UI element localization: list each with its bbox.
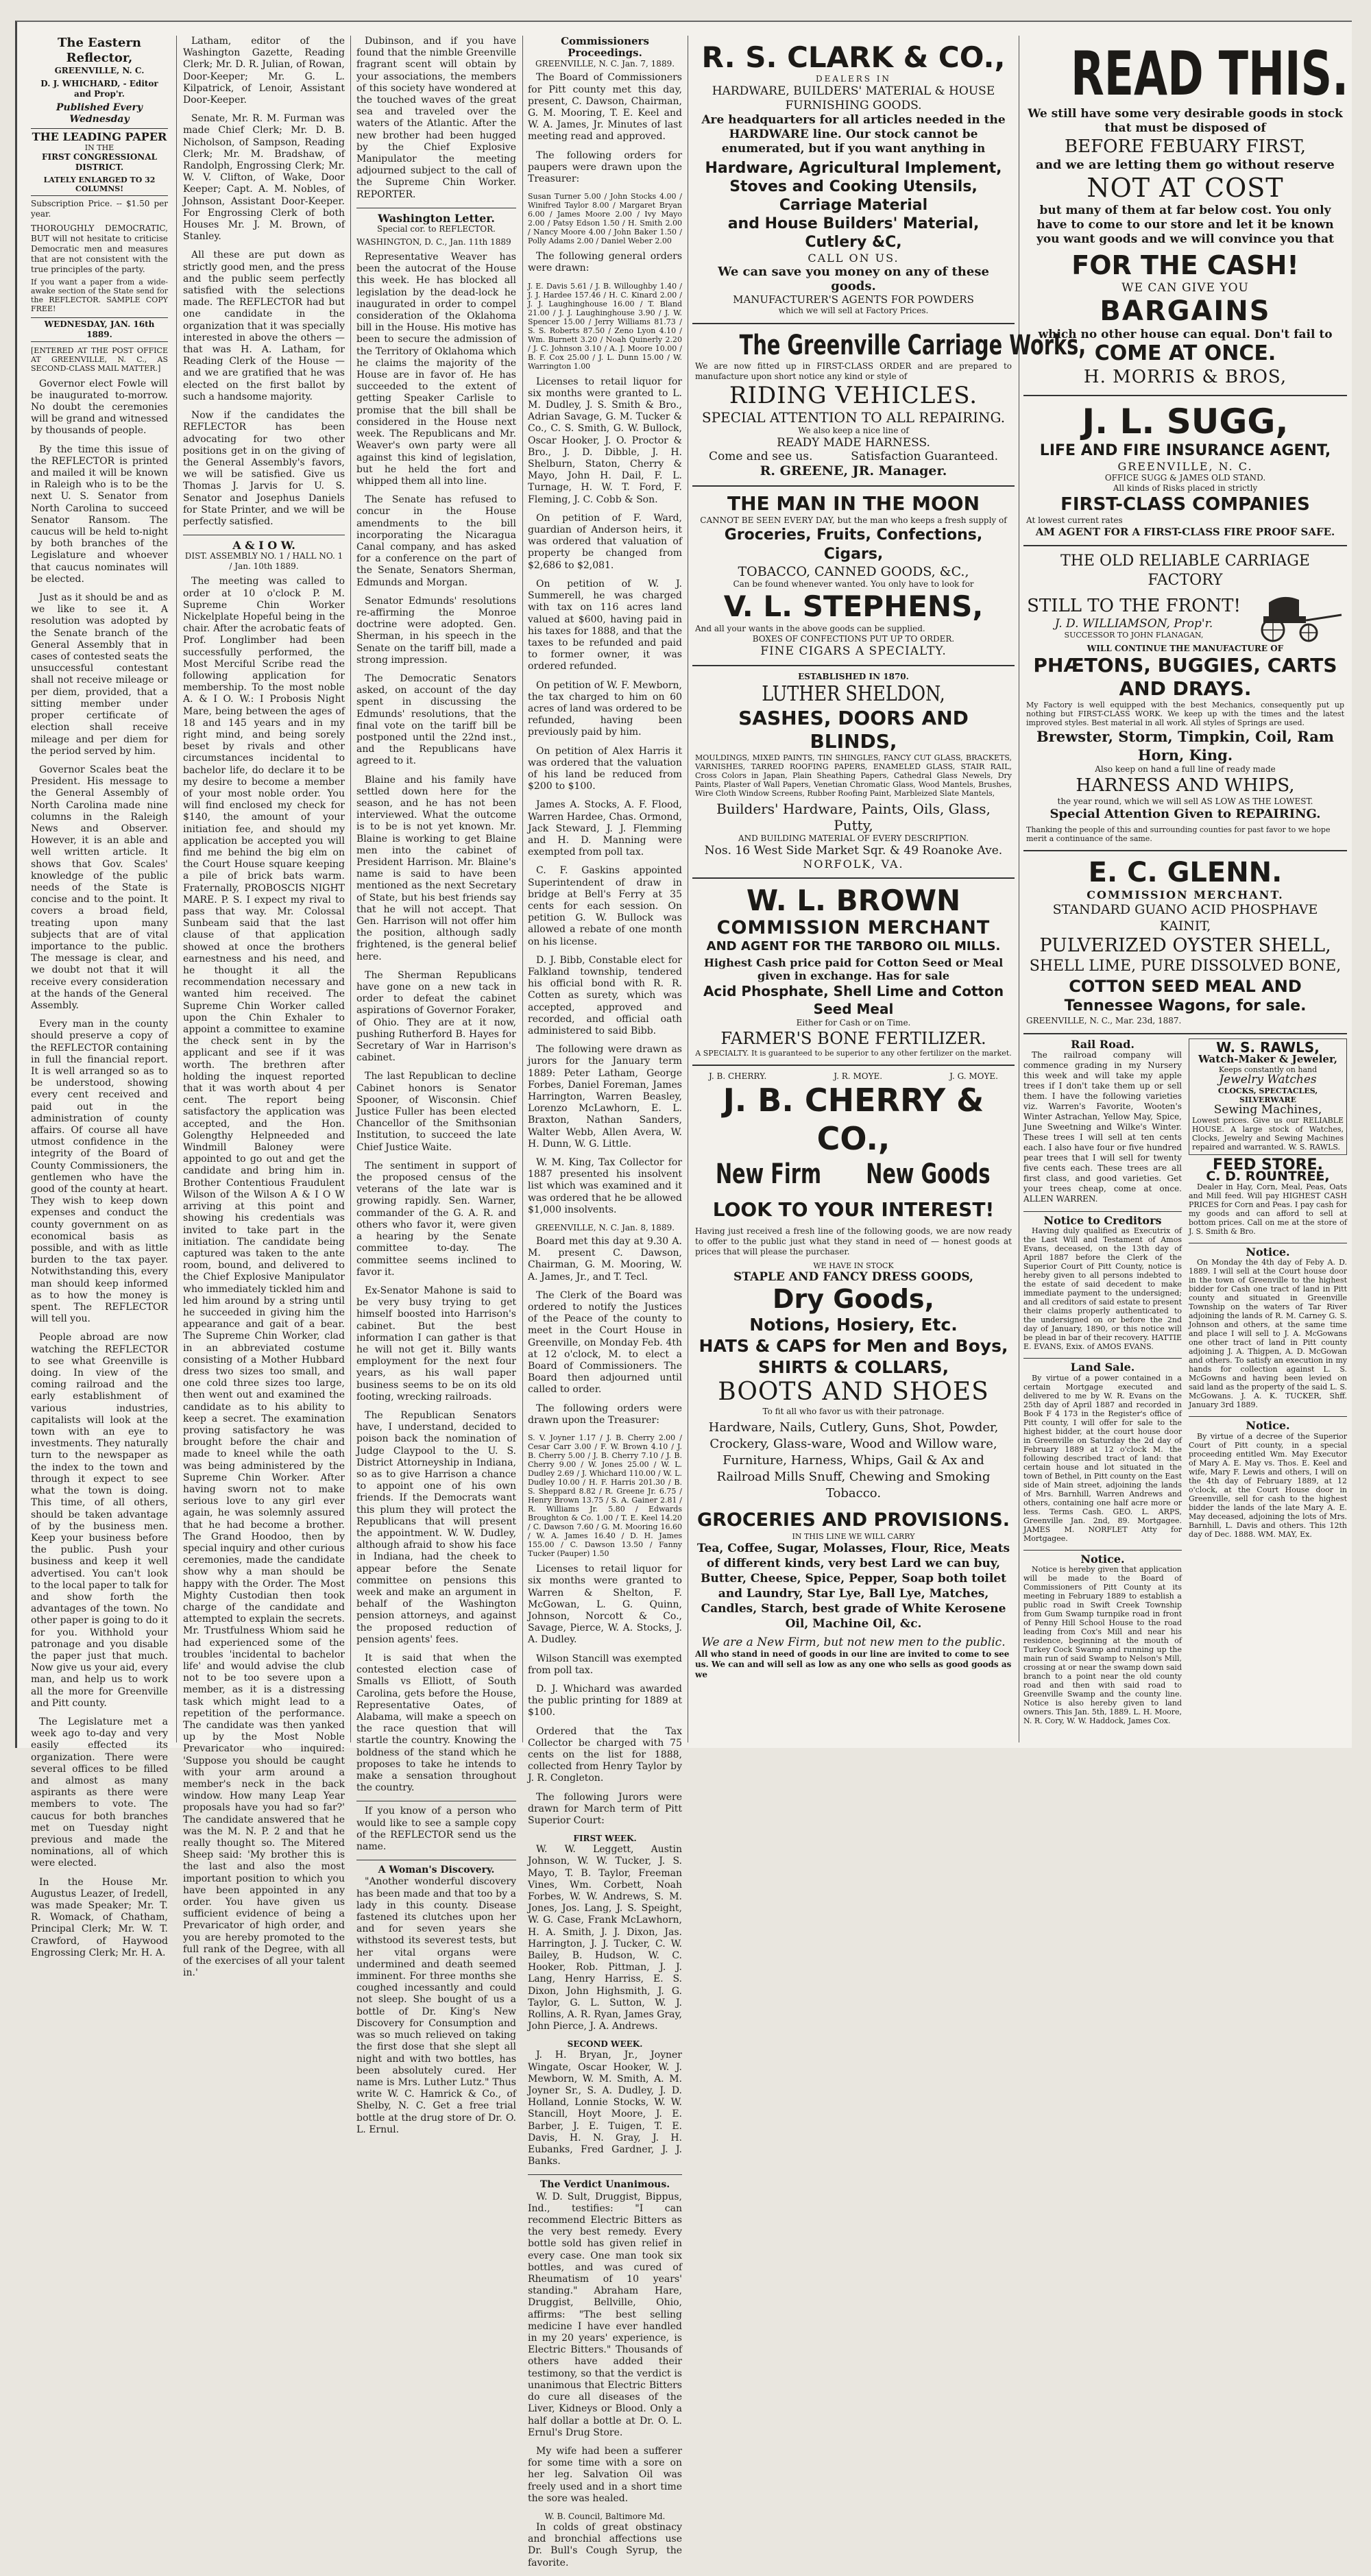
article-paragraph: The Republican Senators have, I understand, decided to poison back the nomination of Judge Claypool to the U. S. District Attorneyship in Indiana, so as to give Harrison a chance to appoint one of his own friends. If the Democrats want this plum they will protect the Republicans that will present the appointment. W. W. Dudley, although afraid to show his face in Indiana, had the cheek to appear before the Senate committee on pensions this week and make an argument in behalf of the Washington pension attorneys, and against the proposed reduction of pension agents' fees. [356,1409,516,1645]
carriage-line: We also keep a nice line of [798,426,909,435]
cherry-grocery-list: Tea, Coffee, Sugar, Molasses, Flour, Rice, Meats of different kinds, very best Lard we can buy, Butter, Cheese, Spice, Pepper, Soap both toilet and Laundry, Star Lye, Ball Lye, Matches, Candles, Starch, best grade of White Kerosene Oil, Machine Oil, &c. [696,1542,1010,1631]
entered-notice: [ENTERED AT THE POST OFFICE AT GREENVILLE, N. C., AS SECOND-CLASS MAIL MATTER.] [31,345,168,373]
article-paragraph: Wilson Stancill was exempted from poll tax. [528,1653,682,1676]
leading-paper-district: FIRST CONGRESSIONAL DISTRICT. [41,151,158,172]
column-rule [176,36,177,1742]
leading-paper-line: THE LEADING PAPER [32,130,167,144]
cherry-new-firm-line: We are a New Firm, but not new men to the public. [701,1636,1006,1649]
article-paragraph: The following were drawn as jurors for the January term 1889: Peter Latham, George Forbes, Daniel Foreman, James Harrington, Warren Beasley, Lorenzo McLawhorn, E. L. Braxton, Nathan Sanders, Walter Webb, Allen Avera, W. H. Dunn, W. G. Little. [528,1044,682,1150]
article-paragraph: The following general orders were drawn: [528,251,682,274]
moon-heading: THE MAN IN THE MOON [727,492,980,515]
factory-manufacture: WILL CONTINUE THE MANUFACTURE OF [1087,644,1284,653]
sheldon-name: LUTHER SHELDON, [762,682,945,706]
article-paragraph: It is said that when the contested election case of Smalls vs Elliott, of South Carolina, gets before the House, Representative Oates, of Alabama, will make a speech on the race question that will startle the country. Knowing the boldness of the stand which he proposes to take he intends to make a sensation throughout the country. [356,1653,516,1794]
moon-items: Groceries, Fruits, Confections, Cigars, [724,526,983,563]
sheldon-established: ESTABLISHED IN 1870. [798,672,909,681]
article-paragraph: Senate, Mr. R. M. Furman was made Chief Clerk; Mr. D. B. Nicholson, of Sampson, Reading Clerk; Mr. M. Bradshaw, of Randolph, Engrossing Clerk; Mr. W. V. Clifton, of Wake, Door Keeper; Capt. A. M. Nobles, of Johnson, Assistant Door-Keeper. For Engrossing Clerk of both Houses Mr. J. M. Brown, of Stanley. [183,113,345,243]
salve-signature: W. B. Council, Baltimore Md. [544,2511,666,2521]
article-paragraph: Dubinson, and if you have found that the nimble Greenville fragrant scent will obtain by your associations, the members of this society have wondered at the touched waves of the great sea and traveled over the waters of the Atlantic. After the new brother had been hugged by the Chief Explosive Manipulator the meeting adjourned subject to the call of the Supreme Chin Worker. REPORTER. [356,36,516,200]
article-paragraph: C. F. Gaskins appointed Superintendent of draw in bridge at Bell's Ferry at 35 cents for each session. On petition G. W. Bullock was allowed a rebate of one month on his license. [528,865,682,947]
factory-successor: SUCCESSOR TO JOHN FLANAGAN, [1064,630,1204,640]
factory-heading: THE OLD RELIABLE CARRIAGE FACTORY [1060,552,1310,589]
feed-store-name: C. D. ROUNTREE, [1206,1169,1330,1184]
washington-letter-sub: Special cor. to REFLECTOR. [377,224,496,234]
article-paragraph: The following orders were drawn upon the Treasurer: [528,1402,682,1426]
article-paragraph: In the House Mr. Augustus Leazer, of Iredell, was made Speaker; Mr. T. R. Womack, of Chatham, Principal Clerk; Mr. W. T. Crawford, of Haywood Engrossing Clerk; Mr. H. A. [31,1876,168,1958]
article-paragraph: The Sherman Republicans have gone on a new tack in order to defeat the cabinet aspirations of Governor Foraker, of Ohio. They are at it now, pushing Rutherford B. Hayes for Secretary of War in Harrison's cabinet. [356,969,516,1064]
ad-luther-sheldon [692,666,1015,879]
glenn-wagons: Tennessee Wagons, for sale. [1064,997,1307,1014]
ad-carriage-works [692,324,1087,487]
creditors-heading: Notice to Creditors [1023,1211,1182,1226]
subscription-price: Subscription Price. -- $1.50 per year. [31,198,168,219]
read-this-heading: READ THIS. [1070,38,1349,109]
moon-name: V. L. STEPHENS, [723,590,984,623]
glenn-shell: SHELL LIME, PURE DISSOLVED BONE, [1029,958,1342,975]
feed-store-heading: FEED STORE. [1213,1156,1323,1174]
article-paragraph: W. D. Sult, Druggist, Bippus, Ind., testifies: "I can recommend Electric Bitters as the very best remedy. Every bottle sold has given relief in every case. One man took six bottles, and was cured of Rheumatism of 10 years' standing." Abraham Hare, Druggist, Bellville, Ohio, affirms: "The best selling medicine I have ever handled in my 20 years' experience, is Electric Bitters." Thousands of others have added their testimony, so that the verdict is unanimous that Electric Bitters do cure all diseases of the Liver, Kidneys or Blood. Only a half dollar a bottle at Dr. O. L. Ernul's Drug Store. [528,2191,682,2438]
notice-body: By virtue of a decree of the Superior Court of Pitt county, in a special proceeding entitled Wm. May Executor of Mary A. E. May vs. Thos. E. Keel and wife, Mary F. Lewis and others, I will on the 4th day of February 1889, at 12 o'clock, at the Court House door in Greenville, sell for cash to the highest bidder the lands of the late Mary A. E. May deceased, adjoining the lots of Mrs. Barnhill, L. Davis and others. This 12th day of Dec. 1888. WM. MAY, Ex. [1189,1431,1347,1539]
democratic-statement: THOROUGHLY DEMOCRATIC, BUT will not hesitate to criticise Democratic men and measures that are not consistent with the true principles of the party. [31,223,168,274]
article-paragraph: The Legislature met a week ago to-day and very easily effected its organization. There were several offices to be filled and almost as many aspirants as there were members to vote. The caucus for both branches met on Tuesday night previous and made the nominations, all of which were elected. [31,1716,168,1869]
jurors-second-week: J. H. Bryan, Jr., Joyner Wingate, Oscar Hooker, W. J. Mewborn, W. M. Smith, A. M. Joyner Sr., S. A. Dudley, J. D. Holland, Lonnie Stocks, W. W. Stancill, Hoyt Moore, J. E. Barber, J. E. Tuigen, T. E. Davis, H. N. Gray, J. H. Eubanks, Fred Gardner, J. J. Banks. [528,2050,682,2167]
factory-brands: Brewster, Storm, Timpkin, Coil, Ram Horn, King. [1036,728,1335,764]
glenn-date: GREENVILLE, N. C., Mar. 23d, 1887. [1026,1016,1182,1025]
article-paragraph: The sentiment in support of the proposed census of the veterans of the late war is growing rapidly. Sen. Warner, commander of the G. A. R. and others who favor it, were given a hearing by the Senate committee to-day. The committee seems inclined to favor it. [356,1160,516,1278]
article-paragraph: The following orders for paupers were drawn upon the Treasurer: [528,149,682,185]
general-orders: J. E. Davis 5.61 / J. B. Willoughby 1.40 / J. J. Hardee 157.46 / H. C. Kinard 2.00 / J. J. Laughinghouse 16.00 / T. Bland 21.00 / J. J. Laughinghouse 3.90 / J. W. Spencer 15.00 / Jerry Williams 81.73 / S. S. Roberts 87.50 / Zeno Lyon 4.10 / Wm. Burnett 3.20 / Noah Quinerly 2.20 / J. C. Johnson 3.10 / A. J. Moore 10.00 / B. F. Cox 25.00 / J. L. Dunn 15.00 / W. Warrington 1.00 [528,281,682,371]
brown-either: Either for Cash or on Time. [796,1018,911,1028]
cherry-carry: IN THIS LINE WE WILL CARRY [792,1532,915,1541]
clark-name: R. S. CLARK & CO., [701,40,1006,74]
brown-agent: AND AGENT FOR THE TARBORO OIL MILLS. [706,939,1001,953]
enlarged-notice: LATELY ENLARGED TO 32 COLUMNS! [43,175,156,193]
notice-body: On Monday the 4th day of Feby A. D. 1889. I will sell at the Court house door in the town of Greenville to the highest bidder for Cash one tract of land in Pitt county and situated in Greenville Township on the waters of Tar River adjoining the lands of R. M. Carney G. S. Johnson and others, at the same time and place I will sell to J. A. McGowans one other tract of land in Pitt county adjoining J. A. Thigpen, A. D. McGowan and others. To satisfy an execution in my hands for collection against L. S. McGowns and having been levied on said land as the property of the said L. S. McGowans. J. A. K. TUCKER, Shff. January 3rd 1889. [1189,1258,1347,1410]
article-paragraph: The Democratic Senators asked, on account of the day spent in discussing the Edmunds' resolutions, that the final vote on the tariff bill be postponed until the 22nd inst., and the Republicans have agreed to it. [356,672,516,767]
read-cash: FOR THE CASH! [1071,250,1299,280]
rawls-jewelry: Jewelry Watches [1219,1073,1317,1087]
sheldon-building: AND BUILDING MATERIAL OF EVERY DESCRIPTION. [738,834,969,843]
cherry-intro: Having just received a fresh line of the following goods, we are now ready to offer to the public just what they stand in need of — honest goods at prices that will please the purchaser. [695,1226,1012,1256]
ad-sugg [1023,396,1347,546]
read-letting: and we are letting them go without reserve [1036,158,1335,172]
moon-sub: CANNOT BE SEEN EVERY DAY, but the man who keeps a fresh supply of [700,515,1007,525]
moon-cigars: FINE CIGARS A SPECIALTY. [760,644,947,658]
masthead-place: GREENVILLE, N. C. [54,66,145,75]
buggy-illustration-icon [1241,590,1344,644]
notices-right [1189,1038,1347,1732]
sheldon-heading: SASHES, DOORS AND BLINDS, [738,707,969,753]
ad-jb-cherry [692,1066,1015,1687]
article-paragraph: Governor elect Fowle will be inaugurated to-morrow. No doubt the ceremonies will be grand and witnessed by thousands of people. [31,378,168,437]
cherry-dry-goods: Dry Goods, [773,1284,934,1314]
cherry-partners [695,1071,1012,1081]
carriage-riding: RIDING VEHICLES. [729,382,978,409]
notice-heading: Notice. [1189,1416,1347,1431]
masthead-title: The Eastern Reflector, [57,36,142,65]
carriage-harness: READY MADE HARNESS. [777,436,930,450]
jurors-first-week: W. W. Leggett, Austin Johnson, W. W. Tucker, J. S. Mayo, T. B. Taylor, Freeman Vines, Wm. Corbett, Noah Forbes, W. W. Andrews, S. M. Jones, Jos. Lang, J. S. Speight, W. G. Case, Frank McLawhorn, H. A. Smith, J. J. Dixon, Jas. Harrington, J. J. Tucker, C. W. Bailey, B. Hudson, W. C. Hooker, Rob. Pittman, J. J. Lang, Henry Harriss, E. S. Dixon, John Highsmith, J. G. Taylor, G. L. Sutton, W. J. Rollins, A. R. Ryan, James Gray, John Pierce, J. A. Andrews. [528,1844,682,2032]
cherry-invite: All who stand in need of goods in our line are invited to come to see us. We can and will sell as low as any one who sells as good goods as we [695,1649,1012,1679]
article-paragraph: On petition of F. Ward, guardian of Anderson heirs, it was ordered that valuation of property be changed from $2,686 to $2,081. [528,512,682,571]
cherry-groceries: GROCERIES AND PROVISIONS. [696,1509,1010,1531]
glenn-title: COMMISSION MERCHANT. [1087,888,1284,901]
sample-request: If you know of a person who would like to see a sample copy of the REFLECTOR send us the name. [356,1801,516,1853]
article-paragraph: Blaine and his family have settled down here for the season, and he has not been interviewed. What the outcome is to be is not yet known. Mr. Blaine is working to get Blaine men into the cabinet of President Harrison. Mr. Blaine's name is said to have been mentioned as the next Secretary of State, but his best friends say that he will not accept. That Gen. Harrison will not offer him the position, although sadly frightened, is the general belief here. [356,774,516,962]
factory-shop: My Factory is well equipped with the best Mechanics, consequently put up nothing but FIRST-CLASS WORK. We keep up with the times and the latest improved styles. Best material in all work. All styles of Springs are used. [1026,701,1344,727]
sheldon-city: NORFOLK, VA. [803,858,904,871]
article-paragraph: Just as it should be and as we like to see it. A resolution was adopted by the Senate branch of the General Assembly that in cases of contested seats the unsuccessful contestant shall not receive mileage or per diem, provided, that a sitting member under proper certificate of election shall receive mileage and per diem for the period served by him. [31,592,168,757]
col6-notices [1023,1038,1347,1732]
ad-read-this [1023,36,1347,396]
glenn-pulverized: PULVERIZED OYSTER SHELL, [1039,935,1331,956]
masthead-editor: D. J. WHICHARD, - Editor and Prop'r. [40,79,158,99]
article-paragraph: Licenses to retail liquor for six months were granted to L. M. Dudley, J. S. Smith & Bro., Adrian Savage, G. M. Tucker & Co., C. S. Smith, G. W. Bullock, Oscar Hooker, J. O. Proctor & Bro., J. D. Dibble, J. H. Shelburn, Staton, Cherry & Mayo, John H. Dail, F. L. Turnage, H. W. T. Ford, F. Fleming, J. C. Cobb & Son. [528,376,682,505]
article-paragraph: "Another wonderful discovery has been made and that too by a lady in this county. Disease fastened its clutches upon her and for seven years she withstood its severest tests, but her vital organs were undermined and death seemed imminent. For three months she coughed incessantly and could not sleep. She bought of us a bottle of Dr. King's New Discovery for Consumption and was so much relieved on taking the first dose that she slept all night and with two bottles, has been absolutely cured. Her name is Mrs. Luther Lutz." Thus write W. C. Hamrick & Co., of Shelby, N. C. Get a free trial bottle at the drug store of Dr. O. L. Ernul. [356,1876,516,2135]
lodge-heading: A & I O W. [183,535,345,551]
brown-specialty: A SPECIALTY. It is guaranteed to be superior to any other fertilizer on the market. [695,1049,1012,1058]
ad-carriage-factory [1023,546,1347,851]
feed-store-body: Dealer in Hay, Corn, Meal, Peas, Oats and Mill feed. Will pay HIGHEST CASH PRICES for Corn and Peas. I pay cash for my goods and can afford to sell at bottom prices. Call on me at the store of J. S. Smith & Bro. [1189,1182,1347,1237]
rail-road-body: The railroad company will commence grading in my Nursery this week and will take my apple trees if I don't take them up or sell them. I have the following varieties viz. Warren's Favorite, Wooten's Winter Astrachan, Yellow May, Spice, June Sweetning and Wilke's Winter. These trees I will sell at ten cents each. I also have four or five hundred pear trees that I will sell for twenty five cents each. These trees are all first class, and good varieties. Get your trees cheap, come at once. ALLEN WARREN. [1023,1050,1182,1204]
carriage-intro: We are now fitted up in FIRST-CLASS ORDER and are prepared to manufacture upon short notice any kind or style of [695,361,1012,381]
factory-phaetons: PHÆTONS, BUGGIES, CARTS AND DRAYS. [1033,654,1337,700]
carriage-satisfaction: Satisfaction Guaranteed. [851,450,998,463]
sample-copy-notice: If you want a paper from a wide-awake section of the State send for the REFLECTOR. SAMPLE COPY FREE! [31,277,168,313]
article-paragraph: All these are put down as strictly good men, and the press and the public seem perfectly satisfied with the selections made. The REFLECTOR had but one candidate in the organization that it was specially interested in above the others — that was H. A. Latham, for Reading Clerk of the House — and we are gratified that he was elected on the first ballot by such a handsome majority. [183,250,345,402]
ad-wl-brown [692,879,1015,1066]
ad-clark [692,36,1015,324]
cherry-new-firm: New Firm [715,1158,821,1190]
notice-body: Notice is hereby given that application will be made to the Board of Commissioners of Pitt County at its meeting in February 1889 to establish a public road in Swift Creek Township from Gum Swamp turnpike road in front of Penny Hill School House to the road leading from Cox's Mill and near his residence, beginning at the mouth of Turkey Cock Swamp and running up the main run of said Swamp to Nelson's Mill, crossing at or near the swamp down said branch to a point near the old county road and then with said road to Greenville Swamp and the county line. Notice is also hereby given to land owners. This Jan. 5th, 1889. L. H. Moore, N. R. Cory, W. W. Haddock, James Cox. [1023,1564,1182,1725]
sugg-agent: AM AGENT FOR A FIRST-CLASS FIRE PROOF SAFE. [1035,526,1335,538]
clark-line1: HARDWARE, BUILDERS' MATERIAL & HOUSE FURNISHING GOODS. [712,84,995,112]
sugg-office: OFFICE SUGG & JAMES OLD STAND. [1104,473,1266,483]
cherry-boots: BOOTS AND SHOES [718,1378,989,1406]
sugg-name: J. L. SUGG, [1082,402,1289,441]
clark-save: We can save you money on any of these goods. [718,265,989,293]
article-paragraph: On petition of W. J. Summerell, he was charged with tax on 116 acres land valued at $600, having paid in his taxes for 1888, and that the taxes to be refunded and paid to former owner, it was ordered refunded. [528,578,682,672]
article-paragraph: Governor Scales beat the President. His message to the General Assembly of North Carolina made nine columns in the Raleigh News and Observer. However, it is an able and well written article. It shows that Gov. Scales' knowledge of the public needs of the State is concise and to the point. It covers a broad field, treating upon many subjects that are of vital importance to the public. The message is clear, and we doubt not that it will receive every consideration at the hands of the General Assembly. [31,764,168,1011]
rawls-keeps: Keeps constantly on hand [1218,1065,1318,1075]
rawls-clocks: CLOCKS, SPECTACLES, SILVERWARE [1217,1086,1318,1104]
washington-letter-date: WASHINGTON, D. C., Jan. 11th 1889 [356,237,511,247]
article-paragraph: The Board of Commissioners for Pitt county met this day, present, C. Dawson, Chairman, G. M. Mooring, T. E. Keel and W. A. James, Jr. Minutes of last meeting read and approved. [528,72,682,143]
brown-farmer: FARMER'S BONE FERTILIZER. [720,1029,986,1048]
cherry-fit: To fit all who favor us with their patronage. [762,1407,945,1416]
moon-items-2: TOBACCO, CANNED GOODS, &C., [738,564,969,579]
article-paragraph: Board met this day at 9.30 A. M. present C. Dawson, Chairman, G. M. Mooring, W. A. James, Jr., and T. Tecl. [528,1236,682,1283]
cherry-new-goods: New Goods [866,1158,991,1190]
column-3 [356,36,516,2143]
sugg-kinds: All kinds of Risks placed in strictly [1113,483,1258,493]
ad-man-in-the-moon [692,487,1015,666]
first-week-heading: FIRST WEEK. [573,1834,637,1844]
publication-frequency: Published Every Wednesday [56,102,143,125]
column-4 [528,36,682,2576]
commissioners-date-2: GREENVILLE, N. C. Jan. 8, 1889. [535,1223,675,1233]
ad-glenn [1023,851,1347,1034]
rawls-title: Watch-Maker & Jeweler, [1198,1053,1337,1066]
factory-thanks: Thanking the people of this and surrounding counties for past favor to we hope merit a continuance of the same. [1026,825,1331,843]
rawls-body: Lowest prices. Give us our RELIABLE HOUSE. A large stock of Watches, Clocks, Jewelry and Sewing Machines repaired and warranted. W. S. RAWLS. [1192,1115,1344,1152]
commissioners-date: GREENVILLE, N. C. Jan. 7, 1889. [535,59,675,69]
article-paragraph: On petition of W. F. Mewborn, the tax charged to him on 60 acres of land was ordered to be refunded, having been previously paid by him. [528,679,682,738]
brown-name: W. L. BROWN [746,884,961,917]
moon-supplied: And all your wants in the above goods can be supplied. [695,624,925,633]
clark-call: CALL ON US. [808,252,899,265]
glenn-standard: STANDARD GUANO ACID PHOSPHAVE KAINIT, [1052,902,1318,934]
cherry-partner: J. R. MOYE. [834,1071,883,1081]
factory-proprietor: J. D. WILLIAMSON, Prop'r. [1054,616,1213,631]
read-not-at-cost: NOT AT COST [1087,173,1284,203]
column-rule [522,36,523,1742]
read-bargains: BARGAINS [1100,295,1271,327]
article-paragraph: Representative Weaver has been the autocrat of the House this week. He has blocked all legislation by the dead-lock he inaugurated in order to compel consideration of the Oklahoma bill in the House. His motive has been to secure the admission of the Territory of Oklahoma which he claims the majority of the House are in favor of. He has succeeded to the extent of getting Speaker Carlisle to promise that the bill shall be considered in the House next week. The Republicans and Mr. Weaver's own party were all against this kind of legislation, but he held the fort and whipped them all into line. [356,252,516,487]
article-paragraph: D. J. Bibb, Constable elect for Falkland township, tendered his official bond with R. R. Cotten as surety, which was accepted, approved and recorded, and official oath administered to said Bibb. [528,954,682,1036]
factory-still: STILL TO THE FRONT! [1027,595,1241,616]
factory-repair: Special Attention Given to REPAIRING. [1050,807,1321,821]
land-sale-body: By virtue of a power contained in a certain Mortgage executed and delivered to me by W. R. Evans on the 25th day of April 1887 and recorded in Book F 4 173 in the Register's office of Pitt county, I will offer for sale to the highest bidder, at the court house door in Greenville on Saturday the 2d day of February 1889 at 12 o'clock M. the following described tract of land: that certain house and lot situated in the town of Bethel, in Pitt county on the East side of Main street, adjoining the lands of Mrs. Barnhill, Warren Andrews and others, containing one half acre more or less. Terms Cash. GEO. L. ARPS, Greenville Jan. 2nd, 89. Mortgagee. JAMES M. NORFLET Atty for Mortgagee. [1023,1373,1182,1543]
glenn-name: E. C. GLENN. [1088,857,1283,888]
notice-heading: Notice. [1189,1243,1347,1258]
clark-line3: Hardware, Agricultural Implement, Stoves and Cooking Utensils, Carriage Material [705,160,1002,214]
clark-line4: and House Builders' Material, Cutlery &C, [727,215,980,251]
sheldon-address: Nos. 16 West Side Market Sqr. & 49 Roanoke Ave. [704,844,1003,858]
cherry-partner: J. G. MOYE. [949,1071,998,1081]
read-give: WE CAN GIVE YOU [1121,281,1249,295]
cherry-stock: WE HAVE IN STOCK [813,1261,894,1270]
cherry-staple: STAPLE AND FANCY DRESS GOODS, [733,1270,973,1284]
notice-heading: Notice. [1023,1550,1182,1565]
rail-road-heading: Rail Road. [1071,1038,1135,1051]
sheldon-builders: Builders' Hardware, Paints, Oils, Glass, Putty, [716,801,991,834]
carriage-repair: SPECIAL ATTENTION TO ALL REPAIRING. [701,409,1006,426]
clark-line2: Are headquarters for all articles needed in the HARDWARE line. Our stock cannot be enumerated, but if you want anything in [701,113,1006,156]
sheldon-list: MOULDINGS, MIXED PAINTS, TIN SHINGLES, FANCY CUT GLASS, BRACKETS, VARNISHES, TARRED ROOFING PAPERS, ENAMELED GLASS, STAIR RAIL, Cross Colors in Japan, Plain Sheathing Papers, Cathedral Glass Newels, Dry Paints, Plaster of Wall Papers, Venetian Chromatic Glass, Wood Mantels, Brushes, Wire Cloth Window Screens, Rubber Roofing Paint, Marbleized Slate Mantels, [695,753,1012,798]
article-paragraph: Licenses to retail liquor for six months were granted to Warren & Shelton, F. McGowan, L. G. Quinn, Johnson, Norcott & Co., Savage, Pierce, W. A. Stocks, J. A. Dudley. [528,1564,682,1646]
article-paragraph: James A. Stocks, A. F. Flood, Warren Hardee, Chas. Ormond, Jack Steward, J. J. Flemming and H. D. Manning were exempted from poll tax. [528,799,682,858]
article-paragraph: Latham, editor of the Washington Gazette, Reading Clerk; Mr. D. R. Julian, of Rowan, Door-Keeper; Mr. G. L. Kilpatrick, of Lenoir, Assistant Door-Keeper. [183,36,345,106]
read-intro: We still have some very desirable goods in stock that must be disposed of [1028,107,1343,135]
rawls-name: W. S. RAWLS, [1216,1039,1320,1056]
rawls-sewing: Sewing Machines, [1213,1102,1322,1117]
washington-letter-heading: Washington Letter. [356,208,516,224]
article-paragraph: Ordered that the Tax Collector be charged with 75 cents on the list for 1888, collected from Henry Taylor by J. R. Congleton. [528,1725,682,1784]
leading-paper-in: IN THE [84,143,114,152]
moon-boxes: BOXES OF CONFECTIONS PUT UP TO ORDER. [752,634,955,644]
woman-discovery-heading: A Woman's Discovery. [356,1860,516,1876]
article-paragraph: My wife had been a sufferer for some time with a sore on her leg. Salvation Oil was freely used and in a short time the sore was healed. [528,2445,682,2504]
article-paragraph: D. J. Whichard was awarded the public printing for 1889 at $100. [528,1683,682,1718]
factory-year: the year round, which we will sell AS LOW AS THE LOWEST. [1057,797,1313,806]
column-1 [31,36,168,1966]
column-rule [350,36,351,1742]
read-before: BEFORE FEBUARY FIRST, [1065,136,1306,157]
sugg-title: LIFE AND FIRE INSURANCE AGENT, [1039,442,1331,459]
lodge-subheading: DIST. ASSEMBLY NO. 1 / HALL NO. 1 / Jan. 10th 1889. [184,551,343,572]
read-no-house: which no other house can equal. Don't fail to [1038,328,1333,341]
article-paragraph: On petition of Alex Harris it was ordered that the valuation of his land be reduced from $200 to $100. [528,745,682,792]
read-morris: H. MORRIS & BROS, [1083,367,1287,387]
column-6-ads [1023,36,1347,1732]
newspaper-page [15,21,1352,2568]
article-paragraph: Every man in the county should preserve a copy of the REFLECTOR containing in full the financial report. It is well arranged so as to be understood, showing every cent received and paid out in the administration of county affairs. Of course all have utmost confidence in the integrity of the Board of County Commissioners, the gentlemen who have the good of the county at heart. They wish to keep down expenses and conduct the county government on as economical basis as possible, and with as little burden to the tax payer. Notwithstanding this, every man should keep informed as to how the money is spent. The REFLECTOR will tell you. [31,1019,168,1325]
cherry-hats: HATS & CAPS for Men and Boys, [699,1336,1008,1356]
article-paragraph: Now if the candidates the REFLECTOR has been advocating for two other positions get in on the giving of the General Assembly's favors, we will be satisfied. Give us Thomas J. Jarvis for U. S. Senator and Josephus Daniels for State Printer, and we will be perfectly satisfied. [183,410,345,527]
cherry-partner: J. B. CHERRY. [709,1071,767,1081]
cherry-hardware: Hardware, Nails, Cutlery, Guns, Shot, Powder, Crockery, Glass-ware, Wood and Willow ware, Furniture, Harness, Whips, Gail & Ax and Railroad Mills Snuff, Chewing and Smoking Tobacco. [708,1420,999,1500]
factory-also: Also keep on hand a full line of ready made [1095,764,1276,774]
clark-dealers: DEALERS IN [815,74,892,84]
brown-title: COMMISSION MERCHANT [716,917,991,938]
article-paragraph: The Clerk of the Board was ordered to notify the Justices of the Peace of the county to meet in the Court House in Greenville, on Monday Feb. 4th at 12 o'clock, M. to elect a Board of Commissioners. The Board then adjourned until called to order. [528,1289,682,1396]
article-paragraph: W. M. King, Tax Collector for 1887 presented his insolvent list which was examined and it was ordered that he be allowed $1,000 insolvents. [528,1157,682,1215]
commissioners-heading: Commissioners Proceedings. [561,35,649,60]
clark-agents: MANUFACTURER'S AGENTS FOR POWDERS [733,293,974,306]
cherry-notions: Notions, Hosiery, Etc. [749,1315,958,1335]
clark-factory: which we will sell at Factory Prices. [778,306,929,315]
treasurer-orders: S. V. Joyner 1.17 / J. B. Cherry 2.00 / Cesar Carr 3.00 / F. W. Brown 4.10 / J. B. Cherry 5.00 / J. B. Cherry 7.10 / J. B. Cherry 9.00 / W. Jones 25.00 / W. L. Dudley 2.69 / J. Whichard 110.00 / W. L. Dudley 10.00 / H. F. Harris 201.30 / B. S. Sheppard 8.82 / R. Greene Jr. 6.75 / Henry Brown 13.75 / S. A. Gainer 2.81 / R. Williams Jr. 5.80 / Edwards Broughton & Co. 1.00 / T. E. Keel 14.20 / C. Dawson 7.60 / G. M. Mooring 16.60 / W. A. James 16.40 / D. H. James 155.00 / C. Dawson 13.50 / Fanny Tucker (Pauper) 1.50 [528,1433,682,1559]
article-paragraph: The last Republican to decline Cabinet honors is Senator Spooner, of Wisconsin. Chief Justice Fuller has been elected Chancellor of the Smithsonian Institution, to succeed the late Chief Justice Waite. [356,1071,516,1153]
carriage-come: Come and see us. [709,450,813,463]
creditors-body: Having duly qualified as Executrix of the Last Will and Testament of Amos Evans, deceased, on the 13th day of April 1887 before the Clerk of the Superior Court of Pitt County, notice is hereby given to all persons indebted to the estate of said decedent to make immediate payment to the undersigned; and all creditors of said estate to present their claims properly authenticated to the undersigned on or before the 2nd day of January, 1890, or this notice will be plead in bar of their recovery. HATTIE E. EVANS, Exix. of AMOS EVANS. [1023,1226,1182,1352]
carriage-name: The Greenville Carriage Works, [739,330,1087,361]
lodge-report: The meeting was called to order at 10 o'clock P. M. Supreme Chin Worker Nickelplate Hopeful being in the chair. After the acrobatic feats of Prof. Longlimber had been successfully performed, the Most Merciful Scribe read the following application for membership. To the most noble A. & I O. W.: I Probosis Night Mare, being between the ages of 18 and 145 years and in my right mind, and being sorely beset by rivals and other circumstances incidental to bachelor life, do declare it to be my desire to become a member of your most noble order. You will find enclosed my check for $140, the amount of your initiation fee, and should my application be accepted you will find me behind the big elm on the Court House square keeping a pile of brick bats warm. Fraternally, PROBOSCIS NIGHT MARE. P. S. I expect my rival to pass that way. Mr. Colossal Sunbeam said that the last clause of that application showed at once the brothers earnestness and his need, and he thought it all the recommendation necessary and wanted him received. The Supreme Chin Worker called upon the Chin Exhaler to appoint a committee to examine the check sent in by the applicant and see if it was worth. The brethren after holding the inquest reported that it was worth about 4 per cent. The report being satisfactory the application was accepted, and the Hon. Golengthy Helpneeded and Windmill Baloney were appointed to go out and get the candidate and bring him in. Brother Contentious Fraudulent Wilson of the Wilson A & I O W arriving at this point and showing his credentials was invited to take part in the initiation. The candidate being captured was taken to the ante room, bound, and delivered to the Chief Explosive Manipulator who immediately tickled him and led him around by a string until he succeeded in giving him the appearance and gait of a bear. The Supreme Chin Worker, clad in an abbreviated costume consisting of a Mother Hubbard dress two sizes too small, and one cold three sizes too large, then went out and examined the candidate as to his ability to keep a secret. The examination proving satisfactory he was brought before the chair and made to kneel while the oath was being administered by the Supreme Chin Worker. After having sworn not to make serious love to any girl ever again, he was solemnly assured that he had become a brother. The Grand Hoodoo, then by special inquiry and other curious ceremonies, made the candidate show why a man should be happy with the Order. The Most Mighty Custodian then took charge of the candidate and attempted to explain the secrets. Mr. Trustfulness Whiom said he had experienced some of the troubles 'incidental to bachelor life' and would advise the club not to be too severe upon a member, as it is a distressing task which might lead to a repetition of the performance. The candidate was then yanked up by the Most Noble Prevaricator who inquired: 'Suppose you should be caught with your arm around a member's neck in the back window. How many Leap Year proposals have you had so far?' The candidate answered that he was the M. N. P. 2 and that he really thought so. The Mitered Sheep said: 'My brother this is the last and also the most important position to which you have been appointed in any order. You have given us sufficient evidence of being a Prevaricator of high order, and you are hereby promoted to the full rank of the Degree, with all of the exercises of all your talent in.' [183,576,345,1979]
cherry-name: J. B. CHERRY & CO., [723,1082,984,1157]
sugg-lowest: At lowest current rates [1026,515,1123,525]
carriage-manager: R. GREENE, JR. Manager. [760,463,947,478]
article-paragraph: By the time this issue of the REFLECTOR is printed and mailed it will be known in Raleigh who is to be the next U. S. Senator from North Carolina to succeed Senator Ransom. The caucus will be held to-night by both branches of the Legislature and whoever that caucus nominates will be elected. [31,443,168,585]
brown-acid: Acid Phosphate, Shell Lime and Cotton Seed Meal [703,983,1004,1017]
read-come-at-once: COME AT ONCE. [1094,341,1276,365]
article-paragraph: People abroad are now watching the REFLECTOR to see what Greenville is doing. In view of the coming railroad and the early establishment of various industries, capitalists will look at the town with an eye to investments. They naturally turn to the newspaper as the index to the town and through it expect to see what the town is doing. This time, of all others, should be taken advantage of by the business men. Keep your business before the public. Push your business and keep it well advertised. You can't look to the local paper to talk for and show forth the advantages of the town. No other paper is going to do it for you. Withhold your patronage and you disable the paper just that much. Now give us your aid, every man, and help us to work all the more for Greenville and Pitt county. [31,1332,168,1709]
verdict-heading: The Verdict Unanimous. [528,2174,682,2191]
article-paragraph: Senator Edmunds' resolutions re-affirming the Monroe doctrine were adopted. Gen. Sherman, in his speech in the Senate on the tariff bill, made a strong impression. [356,595,516,666]
moon-found: Can be found whenever wanted. You only have to look for [733,579,974,589]
cherry-shirts: SHIRTS & COLLARS, [757,1357,949,1377]
column-2 [183,36,345,1986]
sugg-place: GREENVILLE, N. C. [1117,460,1253,473]
glenn-cotton: COTTON SEED MEAL AND [1069,977,1302,996]
article-paragraph: The Senate has refused to concur in the House amendments to the bill incorporating the Nicaragua Canal company, and has asked for a conference on the part of the Senate, Senators Sherman, Edmunds and Morgan. [356,494,516,588]
article-paragraph: In colds of great obstinacy and bronchial affections use Dr. Bull's Cough Syrup, the favorite. [528,2521,682,2568]
sugg-first-class: FIRST-CLASS COMPANIES [1060,494,1310,515]
cherry-look: LOOK TO YOUR INTEREST! [712,1198,995,1221]
factory-harness: HARNESS AND WHIPS, [1076,775,1295,796]
pauper-orders: Susan Turner 5.00 / John Stocks 4.00 / Winifred Taylor 8.00 / Margaret Bryan 6.00 / James Moore 2.00 / Ivy Mayo 2.00 / Patsy Edson 1.50 / H. Smith 2.00 / Nancy Moore 4.00 / John Baker 1.50 / Polly Adams 2.00 / Daniel Weber 2.00 [528,192,682,246]
second-week-heading: SECOND WEEK. [567,2039,643,2050]
land-sale-heading: Land Sale. [1023,1358,1182,1373]
issue-date: WEDNESDAY, JAN. 16th 1889. [31,317,168,342]
read-many: but many of them at far below cost. You only have to come to our store and let it be known you want goods and we will convince you that [1036,204,1335,246]
article-paragraph: Ex-Senator Mahone is said to be very busy trying to get himself boosted into Harrison's cabinet. But the best information I can gather is that he will not get it. Billy wants employment for the next four years, as his wall paper business seems to be on its old footing, wrecking railroads. [356,1285,516,1402]
notices-left [1023,1038,1182,1732]
brown-cotton: Highest Cash price paid for Cotton Seed or Meal given in exchange. Has for sale [703,956,1004,982]
cherry-new [695,1158,1012,1191]
article-paragraph: The following Jurors were drawn for March term of Pitt Superior Court: [528,1791,682,1826]
